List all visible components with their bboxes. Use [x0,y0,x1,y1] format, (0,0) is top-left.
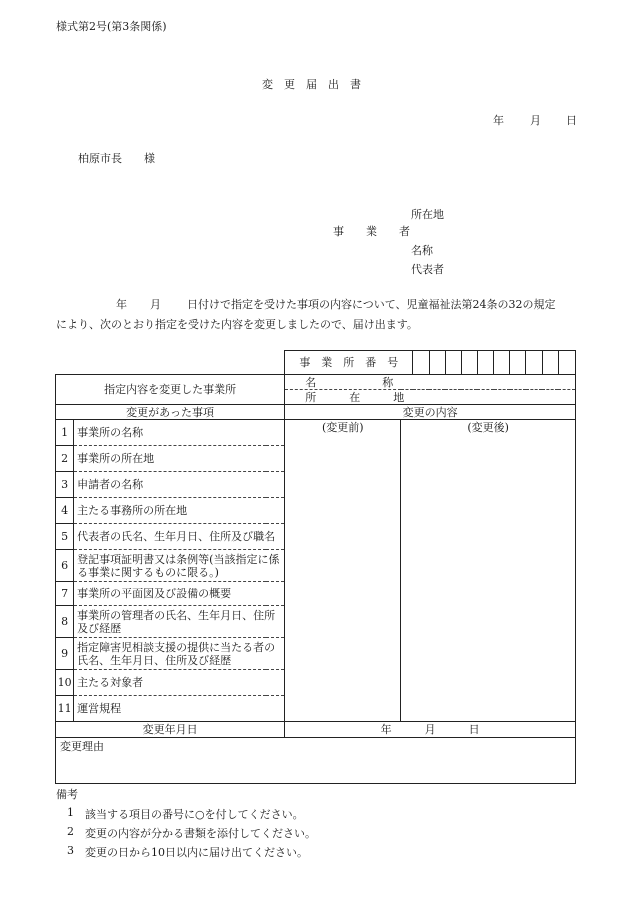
change-date-label: 変更年月日 [56,722,285,738]
office-number-label: 事 業 所 番 号 [285,351,413,375]
item-text[interactable]: 登記事項証明書又は条例等(当該指定に係る事業に関するものに限る。) [74,550,285,582]
item-text[interactable]: 事業所の所在地 [74,446,285,472]
applicant-address-label: 所在地 [411,208,444,221]
body-year: 年 [116,298,127,311]
item-text[interactable]: 運営規程 [74,696,285,722]
notes-heading: 備考 [56,788,78,801]
date-month-label: 月 [530,114,541,127]
facility-address-field[interactable]: 所 在 地 [285,390,576,405]
table-row [56,420,576,446]
body-month: 月 [150,298,161,311]
item-number: 5 [56,524,74,550]
applicant-role-label: 事 業 者 [333,225,410,238]
item-number: 8 [56,606,74,638]
facility-name-field[interactable]: 名 称 [285,375,576,390]
changed-items-header: 変更があった事項 [56,405,285,420]
note-number: 3 [67,844,74,857]
item-text[interactable]: 代表者の氏名、生年月日、住所及び職名 [74,524,285,550]
change-date-row [56,722,576,738]
office-number-digit-9[interactable] [542,351,558,375]
item-text[interactable]: 事業所の管理者の氏名、生年月日、住所及び経歴 [74,606,285,638]
item-number: 1 [56,420,74,446]
change-after-cell[interactable] [401,420,576,722]
change-reason-label: 変更理由 [60,740,104,753]
item-number: 7 [56,582,74,606]
office-number-digit-2[interactable] [429,351,445,375]
item-number: 2 [56,446,74,472]
body-text-line2: により、次のとおり指定を受けた内容を変更しましたので、届け出ます。 [56,318,418,331]
body-text-line1: 日付けで指定を受けた事項の内容について、児童福祉法第24条の32の規定 [187,298,556,311]
addressee: 柏原市長 様 [78,152,155,165]
change-date-value[interactable]: 年 月 日 [285,722,576,738]
office-number-digit-6[interactable] [494,351,510,375]
item-text[interactable]: 事業所の平面図及び設備の概要 [74,582,285,606]
office-number-digit-10[interactable] [558,351,575,375]
item-number: 3 [56,472,74,498]
applicant-rep-label: 代表者 [411,263,444,276]
facility-label: 指定内容を変更した事業所 [56,375,285,405]
date-day-label: 日 [566,114,577,127]
item-number: 6 [56,550,74,582]
note-text: 該当する項目の番号に○を付してください。 [85,808,304,821]
note-number: 1 [67,806,74,819]
change-reason-field[interactable] [56,738,576,784]
date-year-label: 年 [493,114,504,127]
note-number: 2 [67,825,74,838]
facility-name-row [56,375,576,390]
item-number: 10 [56,670,74,696]
change-content-header: 変更の内容 [285,405,576,420]
office-number-row [56,351,576,375]
note-text: 変更の内容が分かる書類を添付してください。 [85,827,316,840]
item-text[interactable]: 指定障害児相談支援の提供に当たる者の氏名、生年月日、住所及び経歴 [74,638,285,670]
after-label: (変更後) [467,421,509,434]
item-text[interactable]: 主たる対象者 [74,670,285,696]
section-header-row [56,405,576,420]
before-label: (変更前) [321,421,364,434]
office-number-digit-1[interactable] [413,351,429,375]
change-reason-row [56,738,576,784]
item-text[interactable]: 事業所の名称 [74,420,285,446]
document-title: 変 更 届 出 書 [262,78,361,91]
item-number: 11 [56,696,74,722]
office-number-digit-5[interactable] [477,351,493,375]
office-number-digit-3[interactable] [445,351,461,375]
item-text[interactable]: 主たる事務所の所在地 [74,498,285,524]
form-number: 様式第2号(第3条関係) [56,20,167,33]
blank-cell [56,351,285,375]
office-number-digit-8[interactable] [526,351,542,375]
item-text[interactable]: 申請者の名称 [74,472,285,498]
note-text: 変更の日から10日以内に届け出てください。 [85,846,308,859]
item-number: 4 [56,498,74,524]
office-number-digit-7[interactable] [510,351,526,375]
applicant-name-label: 名称 [411,244,433,257]
change-form-table [55,350,576,784]
item-number: 9 [56,638,74,670]
office-number-digit-4[interactable] [461,351,477,375]
change-before-cell[interactable] [285,420,401,722]
